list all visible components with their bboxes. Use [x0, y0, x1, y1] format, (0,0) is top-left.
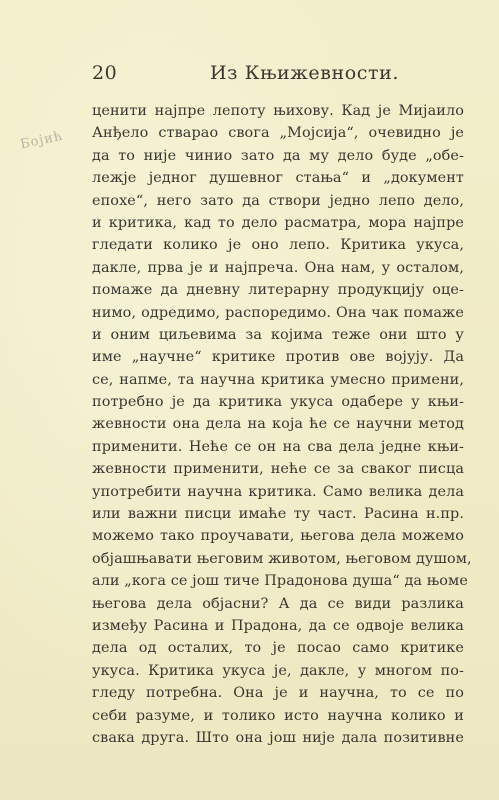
text-line: и критика, кад то дело расматра, мора најпре — [92, 214, 464, 231]
text-line: можемо тако проучавати, његова дела можемо — [92, 528, 464, 545]
text-line: гледу потребна. Она је и научна, то се по — [92, 685, 464, 702]
text-line: ценити најпре лепоту њихову. Кад је Мијаило — [92, 103, 464, 119]
text-line: између Расина и Прадона, да се одвоје велика — [92, 617, 464, 634]
text-line: применити. Неће се он на сва дела једне књи- — [92, 438, 464, 455]
text-line: свака друга. Што она још није дала позитивне — [92, 729, 464, 746]
text-line: да то није чинио зато да му дело буде „обе- — [92, 147, 464, 164]
text-line: се, напме, та научна критика умесно примени, — [92, 371, 464, 388]
text-line: објашњавати његовим животом, његовом душом, — [92, 550, 472, 567]
text-line: његова дела објасни? А да се види разлика — [92, 595, 464, 612]
running-title: Из Књижевности. — [210, 62, 400, 84]
text-line: помаже да дневну литерарну продукцију оце- — [92, 282, 464, 299]
handwritten-margin-note: Бојић — [18, 128, 65, 153]
text-line: али „кога се још тиче Прадонова душа“ да њоме — [92, 573, 468, 590]
text-line: Анђело стварао свога „Мојсија“, очевидно је — [92, 125, 464, 142]
page-number: 20 — [92, 62, 118, 84]
text-line: укуса. Критика укуса је, дакле, у многом по- — [92, 662, 464, 679]
text-line: себи разуме, и толико исто научна колико и — [92, 707, 464, 724]
text-line: жевности применити, неће се за сваког писца — [92, 461, 464, 478]
text-line: жевности она дела на која ће се научни метод — [92, 416, 464, 433]
text-line: дакле, прва је и најпреча. Она нам, у осталом, — [92, 259, 464, 276]
text-line: употребити научна критика. Само велика дела — [92, 483, 464, 500]
text-line: епохе“, него зато да створи једно лепо дело, — [92, 192, 464, 209]
text-line: или важни писци имаће ту част. Расина н.пр. — [92, 506, 464, 523]
text-line: гледати колико је оно лепо. Критика укуса, — [92, 237, 464, 254]
running-head — [92, 62, 472, 86]
text-line: нимо, одредимо, распоредимо. Она чак помаже — [92, 304, 464, 321]
text-line: потребно је да критика укуса одабере у књи- — [92, 394, 464, 411]
text-line: дела од осталих, то је посао само критике — [92, 640, 464, 657]
text-line: лежје једног душевног стања“ и „документ — [92, 170, 464, 187]
text-line: име „научне“ критике против ове војују. Да — [92, 349, 464, 366]
text-line: и оним циљевима за којима теже они што у — [92, 326, 464, 343]
body-text — [92, 100, 472, 749]
